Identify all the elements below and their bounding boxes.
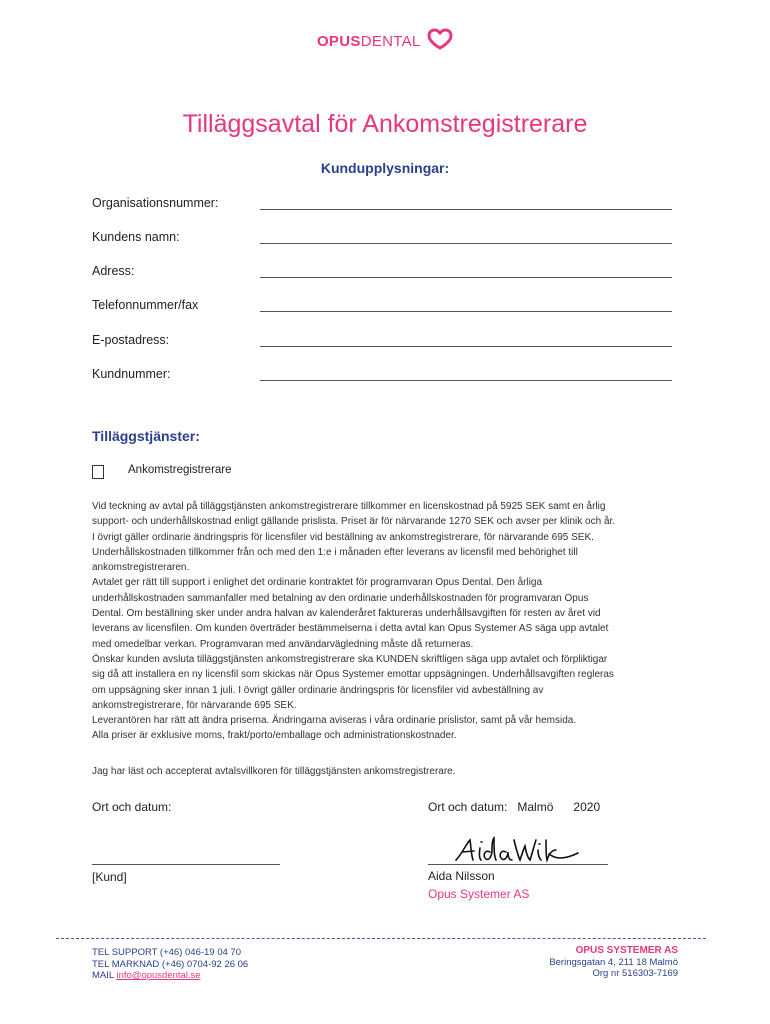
brand-logo: [0, 28, 770, 55]
field-adress: [92, 264, 672, 284]
vendor-signer-name: Aida Nilsson: [428, 869, 495, 883]
field-label: Adress:: [92, 264, 135, 278]
blank-line[interactable]: [260, 311, 672, 312]
vendor-company-name: Opus Systemer AS: [428, 887, 530, 901]
support-phone: TEL SUPPORT (+46) 046-19 04 70: [92, 947, 242, 958]
terms-line: support- och underhållskostnad enligt gällande prislista. Priset är för närvarande 1270 SEK och avser per klinik och år.: [92, 516, 616, 528]
customer-party-label: [Kund]: [92, 870, 127, 884]
terms-line: underhållskostnaden sammanfaller med betalning av den ordinarie underhållskostnaden för programvaran Opus: [92, 592, 589, 604]
field-label: Telefonnummer/fax: [92, 298, 199, 312]
field-label: Kundens namn:: [92, 230, 180, 244]
field-label: Kundnummer:: [92, 367, 171, 381]
document-title: Tilläggsavtal för Ankomstregistrerare: [182, 110, 588, 138]
terms-line: Avtalet ger rätt till support i enlighet det ordinarie kontraktet för programvaran Opus Dental. Den årliga: [92, 577, 543, 589]
terms-line: ankomstregistrerare, för närvarande 695 SEK.: [92, 699, 297, 711]
services-heading: Tilläggstjänster:: [92, 428, 200, 444]
footer-address: Beringsgatan 4, 211 18 Malmö: [549, 956, 678, 968]
terms-line: Dental. Om beställning sker under andra halvan av kalenderåret faktureras underhållsavgiften för resten av året vid: [92, 608, 601, 620]
terms-line: Underhållskostnaden tillkommer från och med den 1:e i månaden efter leverans av licensfil med behörighet till: [92, 546, 578, 558]
vendor-place: Malmö: [517, 800, 554, 814]
blank-line[interactable]: [260, 346, 672, 347]
terms-line: ankomstregistreraren.: [92, 562, 190, 574]
terms-line: Alla priser är exklusive moms, frakt/porto/emballage och administrationskostnader.: [92, 730, 457, 742]
mail-line: [92, 970, 248, 982]
handwritten-signature: [452, 836, 582, 871]
terms-line: med omedelbar verkan. Programvaran med användarvägledning måste då returneras.: [92, 638, 474, 650]
mail-label: MAIL: [92, 970, 114, 981]
footer-divider: [56, 938, 706, 939]
footer-company-name: OPUS SYSTEMER AS: [575, 945, 678, 956]
vendor-place-date-label: Ort och datum:: [428, 800, 508, 814]
footer-contact: [92, 947, 248, 982]
blank-line[interactable]: [260, 209, 672, 210]
service-checkbox[interactable]: [92, 465, 104, 479]
terms-line: Önskar kunden avsluta tilläggstjänsten ankomstregistrerare ska KUNDEN skriftligen säga upp avtalet och förpliktigar: [92, 653, 608, 665]
terms-text: [92, 499, 682, 744]
confirmation-text: Jag har läst och accepterat avtalsvillkoren för tilläggstjänsten ankomstregistrerare.: [92, 766, 456, 777]
blank-line[interactable]: [260, 380, 672, 381]
vendor-signature-line: [428, 864, 608, 865]
blank-line[interactable]: [260, 277, 672, 278]
field-epostadress: [92, 333, 672, 353]
customer-signature-line[interactable]: [92, 864, 280, 865]
terms-line: Leverantören har rätt att ändra priserna. Ändringarna aviseras i våra ordinarie prislistor, samt på vår hemsida.: [92, 715, 577, 727]
terms-line: Vid teckning av avtal på tilläggstjänsten ankomstregistrerare tillkommer en licenskostnad på 5925 SEK samt en årlig: [92, 501, 606, 512]
terms-line: leverans av licensfilen. Om kunden överträder bestämmelserna i detta avtal kan Opus Systemer AS säga upp avtalet: [92, 623, 609, 635]
logo-wordmark: OPUSDENTAL: [316, 33, 421, 50]
terms-line: I övrigt gäller ordinarie ändringspris för licensfiler vid beställning av ankomstregistrerare, för närvarande 695 SEK.: [92, 531, 594, 543]
vendor-year: 2020: [573, 800, 601, 814]
customer-place-date-label: Ort och datum:: [92, 800, 172, 814]
heart-icon: [427, 28, 453, 55]
service-option-label: Ankomstregistrerare: [128, 464, 232, 476]
terms-line: sig då att installera en ny licensfil som skickas när Opus Systemer emottar uppsägningen. Underhållsavgiften regleras: [92, 669, 614, 681]
field-telefonnummer: [92, 298, 672, 318]
footer-org-number: Org nr 516303-7169: [592, 968, 678, 979]
field-kundens-namn: [92, 230, 672, 250]
field-organisationsnummer: [92, 196, 672, 216]
terms-line: om uppsägning sker innan 1 juli. I övrigt gäller ordinarie ändringspris för licensfiler vid avbeställning av: [92, 684, 544, 696]
field-label: Organisationsnummer:: [92, 196, 219, 210]
vendor-place-date: [428, 800, 600, 814]
customer-info-heading: Kundupplysningar:: [320, 160, 450, 176]
field-kundnummer: [92, 367, 672, 387]
mail-link[interactable]: info@opusdental.se: [116, 970, 201, 981]
footer-company: [549, 945, 678, 980]
marketing-phone: TEL MARKNAD (+46) 0704-92 26 06: [92, 958, 249, 970]
field-label: E-postadress:: [92, 333, 170, 347]
blank-line[interactable]: [260, 243, 672, 244]
